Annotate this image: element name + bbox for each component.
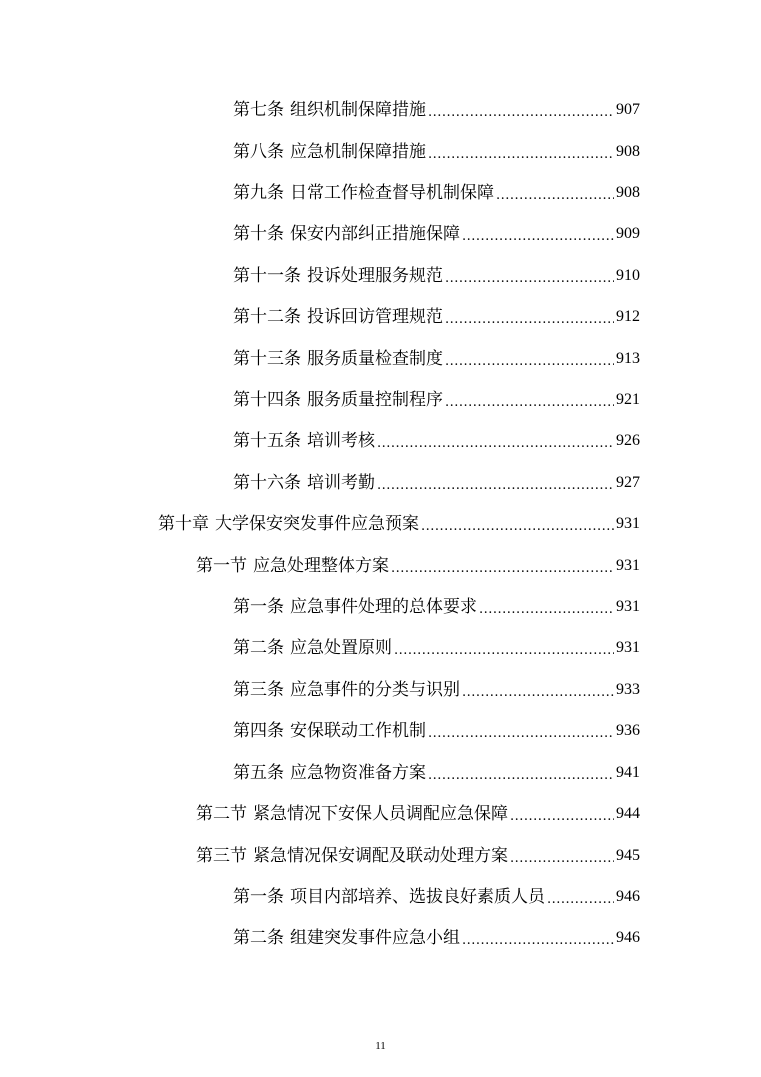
toc-entry-number: 第二条	[233, 928, 284, 948]
toc-entry-title	[233, 592, 477, 622]
toc-entry-text: 应急事件的分类与识别	[290, 680, 460, 700]
toc-entry-title	[196, 551, 389, 581]
page-number: 11	[375, 1040, 386, 1052]
toc-entry-title	[233, 95, 426, 125]
toc-entry-number: 第八条	[233, 142, 284, 162]
toc-entry-title	[233, 675, 460, 705]
toc-entry-page: 908	[616, 184, 640, 201]
toc-entry-page: 931	[616, 557, 640, 574]
toc-entry-number: 第十四条	[233, 390, 301, 410]
toc-entry-text: 服务质量检查制度	[307, 349, 443, 369]
toc-entry-number: 第十五条	[233, 431, 301, 451]
dot-leader	[421, 509, 614, 539]
toc-entry-title	[196, 799, 508, 829]
toc-entry-number: 第十三条	[233, 349, 301, 369]
toc-entry-title	[233, 302, 443, 332]
toc-entry-page: 927	[616, 474, 640, 491]
toc-entry-page: 921	[616, 391, 640, 408]
toc-entry-text: 保安内部纠正措施保障	[290, 224, 460, 244]
toc-entry-title	[233, 344, 443, 374]
dot-leader	[496, 178, 614, 208]
toc-entry[interactable]	[233, 178, 640, 208]
toc-entry[interactable]	[233, 302, 640, 332]
toc-entry-number: 第三条	[233, 680, 284, 700]
toc-section-entry[interactable]	[196, 551, 640, 581]
toc-entry-text: 组织机制保障措施	[290, 100, 426, 120]
toc-entry-text: 培训考勤	[307, 473, 375, 493]
dot-leader	[479, 592, 614, 622]
dot-leader	[462, 675, 614, 705]
dot-leader	[428, 716, 614, 746]
toc-entry-page: 944	[616, 805, 640, 822]
toc-entry[interactable]	[233, 882, 640, 912]
toc-entry-number: 第二节	[196, 804, 247, 824]
toc-entry-title	[196, 841, 508, 871]
dot-leader	[462, 923, 614, 953]
toc-entry[interactable]	[233, 468, 640, 498]
toc-entry-text: 应急物资准备方案	[290, 763, 426, 783]
toc-entry[interactable]	[233, 716, 640, 746]
toc-entry-title	[158, 509, 419, 539]
toc-entry-page: 907	[616, 101, 640, 118]
toc-entry-text: 应急处置原则	[290, 638, 392, 658]
toc-entry-title	[233, 882, 545, 912]
toc-entry-title	[233, 219, 460, 249]
dot-leader	[510, 841, 614, 871]
toc-entry-title	[233, 716, 426, 746]
toc-entry-text: 大学保安突发事件应急预案	[215, 514, 419, 534]
toc-entry[interactable]	[233, 95, 640, 125]
toc-entry[interactable]	[233, 675, 640, 705]
dot-leader	[510, 799, 614, 829]
toc-entry-number: 第十章	[158, 514, 209, 534]
toc-section-entry[interactable]	[196, 799, 640, 829]
toc-entry-page: 933	[616, 681, 640, 698]
toc-entry-text: 投诉处理服务规范	[307, 266, 443, 286]
toc-entry-text: 紧急情况下安保人员调配应急保障	[253, 804, 508, 824]
dot-leader	[445, 261, 614, 291]
toc-entry-text: 投诉回访管理规范	[307, 307, 443, 327]
toc-entry-title	[233, 261, 443, 291]
toc-entry-number: 第十一条	[233, 266, 301, 286]
toc-entry-page: 946	[616, 888, 640, 905]
toc-chapter-entry[interactable]	[158, 509, 640, 539]
toc-entry[interactable]	[233, 385, 640, 415]
toc-entry-text: 紧急情况保安调配及联动处理方案	[253, 846, 508, 866]
dot-leader	[428, 137, 614, 167]
toc-entry-number: 第七条	[233, 100, 284, 120]
toc-entry-text: 安保联动工作机制	[290, 721, 426, 741]
toc-entry-number: 第十六条	[233, 473, 301, 493]
toc-entry-text: 应急机制保障措施	[290, 142, 426, 162]
toc-entry-number: 第十条	[233, 224, 284, 244]
toc-entry[interactable]	[233, 923, 640, 953]
toc-entry-number: 第九条	[233, 183, 284, 203]
toc-entry-page: 936	[616, 722, 640, 739]
dot-leader	[391, 551, 614, 581]
dot-leader	[428, 95, 614, 125]
toc-entry-page: 910	[616, 267, 640, 284]
toc-entry-number: 第三节	[196, 846, 247, 866]
toc-entry-number: 第五条	[233, 763, 284, 783]
toc-entry-text: 组建突发事件应急小组	[290, 928, 460, 948]
toc-entry[interactable]	[233, 758, 640, 788]
dot-leader	[377, 426, 614, 456]
toc-entry-page: 909	[616, 225, 640, 242]
toc-entry-title	[233, 385, 443, 415]
dot-leader	[445, 344, 614, 374]
toc-entry-number: 第二条	[233, 638, 284, 658]
toc-entry-title	[233, 633, 392, 663]
toc-entry[interactable]	[233, 426, 640, 456]
toc-entry-page: 912	[616, 308, 640, 325]
toc-entry-page: 908	[616, 143, 640, 160]
dot-leader	[394, 633, 614, 663]
toc-entry-title	[233, 137, 426, 167]
dot-leader	[428, 758, 614, 788]
toc-entry-title	[233, 923, 460, 953]
toc-entry[interactable]	[233, 633, 640, 663]
toc-entry-number: 第四条	[233, 721, 284, 741]
toc-section-entry[interactable]	[196, 841, 640, 871]
toc-entry-page: 945	[616, 847, 640, 864]
toc-entry-number: 第一节	[196, 556, 247, 576]
dot-leader	[445, 302, 614, 332]
toc-entry-number: 第一条	[233, 887, 284, 907]
toc-entry-text: 日常工作检查督导机制保障	[290, 183, 494, 203]
toc-entry-text: 培训考核	[307, 431, 375, 451]
dot-leader	[462, 219, 614, 249]
toc-entry-page: 946	[616, 929, 640, 946]
toc-entry-page: 926	[616, 432, 640, 449]
toc-entry-text: 项目内部培养、选拔良好素质人员	[290, 887, 545, 907]
dot-leader	[445, 385, 614, 415]
toc-entry-title	[233, 758, 426, 788]
toc-entry-number: 第十二条	[233, 307, 301, 327]
toc-entry-page: 931	[616, 515, 640, 532]
toc-entry-number: 第一条	[233, 597, 284, 617]
toc-entry-title	[233, 426, 375, 456]
toc-entry[interactable]	[233, 592, 640, 622]
toc-entry-title	[233, 468, 375, 498]
toc-entry-page: 931	[616, 598, 640, 615]
toc-entry[interactable]	[233, 137, 640, 167]
dot-leader	[547, 882, 614, 912]
toc-entry-text: 应急处理整体方案	[253, 556, 389, 576]
toc-entry-page: 913	[616, 350, 640, 367]
toc-entry[interactable]	[233, 344, 640, 374]
toc-entry[interactable]	[233, 219, 640, 249]
toc-entry-text: 服务质量控制程序	[307, 390, 443, 410]
toc-entry-text: 应急事件处理的总体要求	[290, 597, 477, 617]
dot-leader	[377, 468, 614, 498]
toc-entry-page: 931	[616, 639, 640, 656]
toc-entry[interactable]	[233, 261, 640, 291]
toc-entry-title	[233, 178, 494, 208]
toc-entry-page: 941	[616, 764, 640, 781]
